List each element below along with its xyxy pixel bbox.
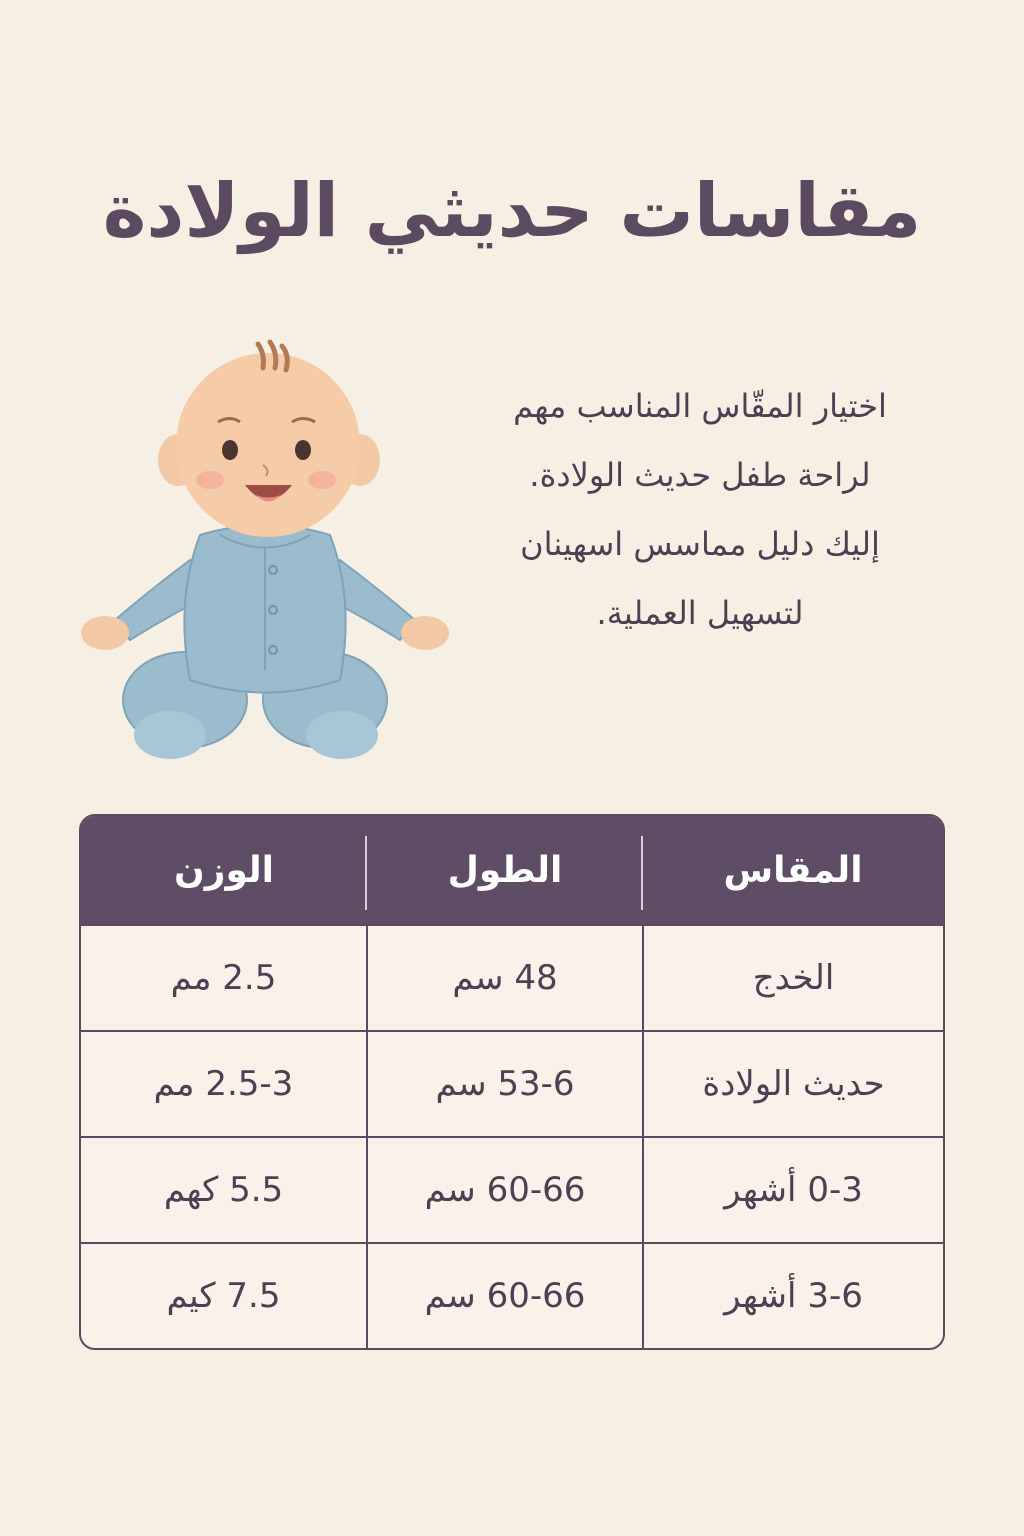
page-title: مقاسات حديثي الولادة [102,168,922,254]
cell-length: 53-6 سم [367,1031,643,1137]
cell-size: 3-6 أشهر [643,1243,943,1348]
cell-weight: 2.5-3 مم [81,1031,367,1137]
header-weight: الوزن [81,816,367,925]
header-size: المقاس [643,816,943,925]
cell-size: حديث الولادة [643,1031,943,1137]
table-row [81,1243,943,1348]
table-header-row [81,816,943,925]
cell-length: 60-66 سم [367,1137,643,1243]
size-table [79,814,945,1350]
header-length: الطول [367,816,643,925]
cell-size: الخدج [643,925,943,1031]
intro-text [470,372,930,648]
table-row [81,1031,943,1137]
cell-weight: 2.5 مم [81,925,367,1031]
intro-line: لراحة طفل حديث الولادة. [529,456,871,494]
cell-length: 60-66 سم [367,1243,643,1348]
cell-weight: 7.5 كيم [81,1243,367,1348]
cell-length: 48 سم [367,925,643,1031]
cell-weight: 5.5 كهم [81,1137,367,1243]
intro-line: إليك دليل مماسس اسهينان [520,525,880,563]
baby-illustration-icon [70,330,460,770]
intro-line: اختيار المقّاس المناسب مهم [513,387,887,425]
cell-size: 0-3 أشهر [643,1137,943,1243]
table-row [81,925,943,1031]
intro-line: لتسهيل العملية. [596,594,804,632]
table-row [81,1137,943,1243]
